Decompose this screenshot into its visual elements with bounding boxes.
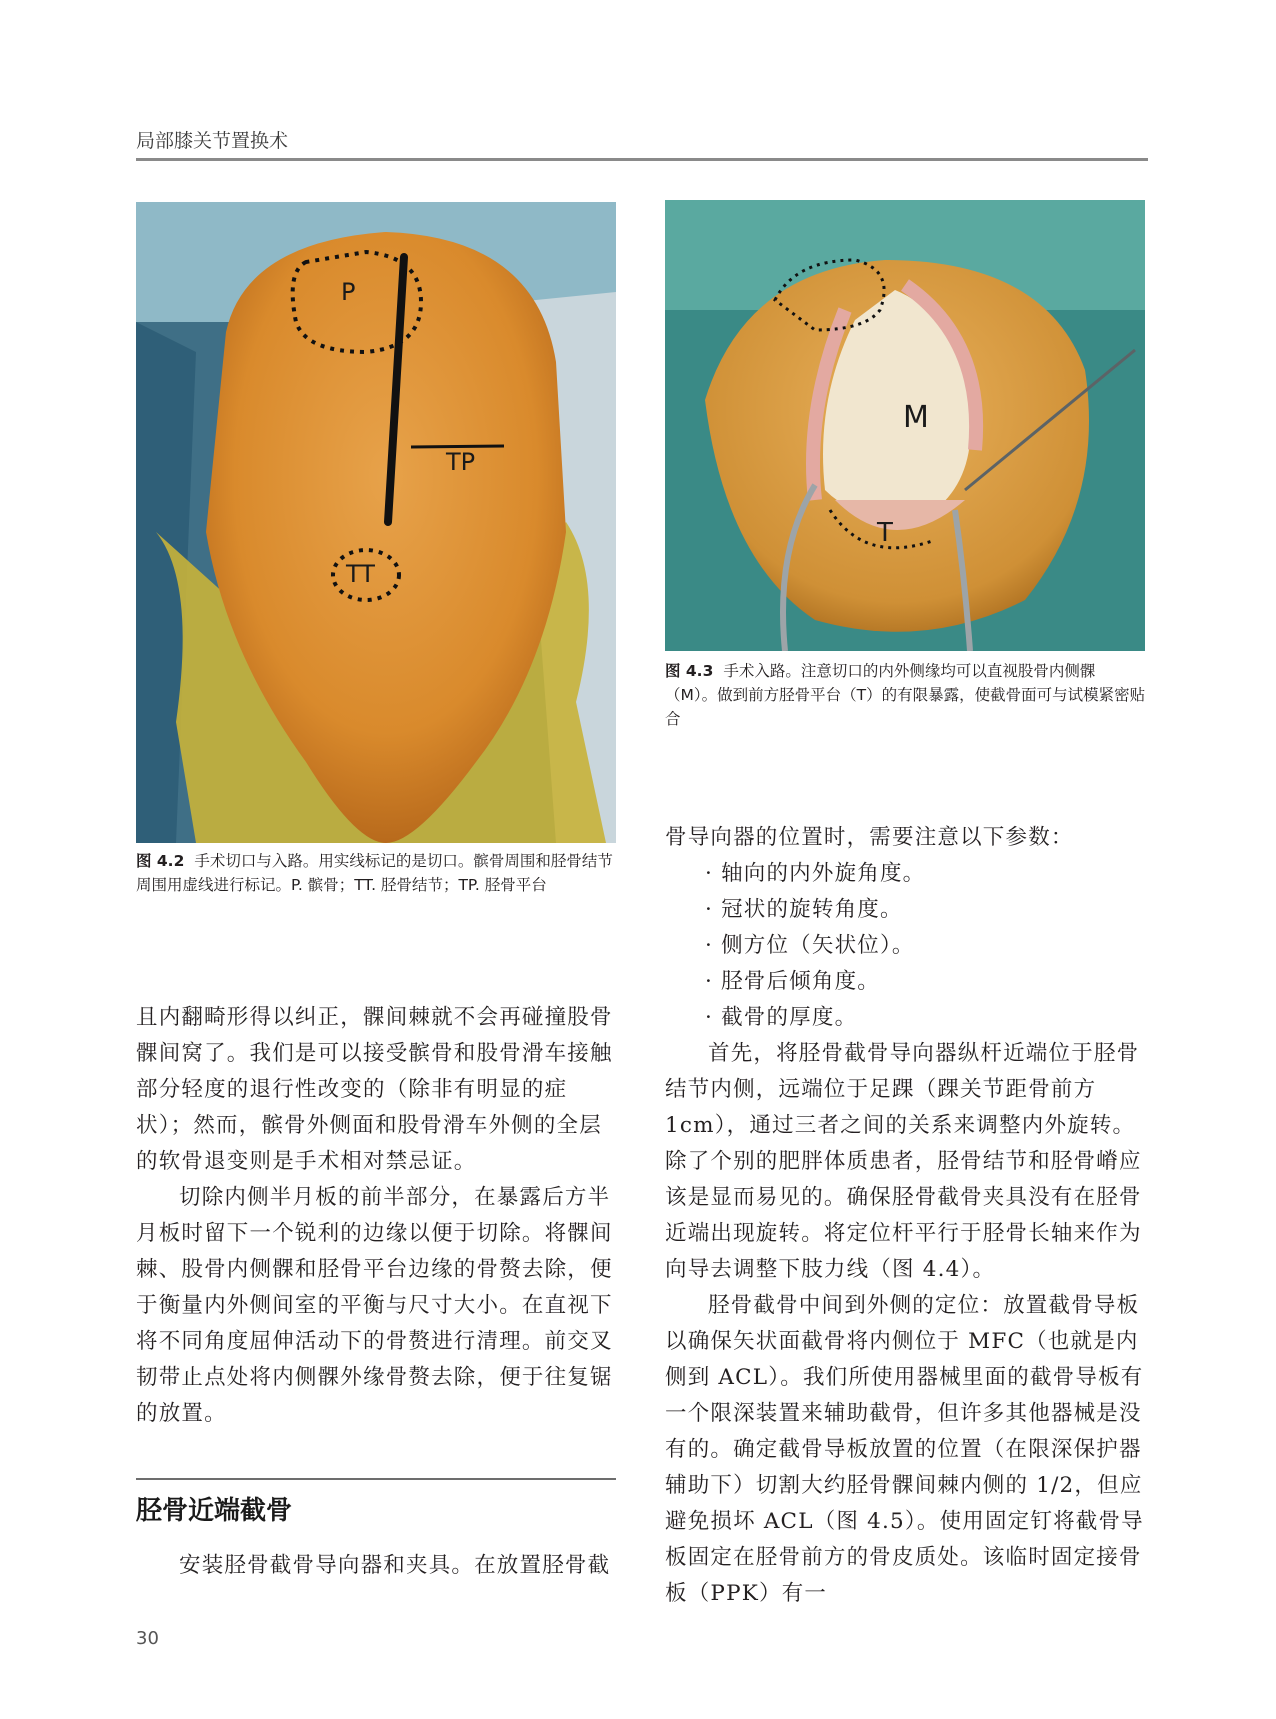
figure-4-2-photo bbox=[136, 202, 616, 843]
caption-number: 图 4.2 bbox=[136, 852, 185, 870]
body-paragraph: 骨导向器的位置时，需要注意以下参数： bbox=[665, 825, 1074, 850]
page-number: 30 bbox=[136, 1628, 159, 1649]
label-tp: TP bbox=[446, 448, 476, 476]
label-t: T bbox=[877, 518, 893, 548]
caption-number: 图 4.3 bbox=[665, 662, 714, 680]
running-header: 局部膝关节置换术 bbox=[136, 130, 289, 152]
list-item: · 侧方位（矢状位）。 bbox=[705, 933, 915, 958]
figure-4-2-caption bbox=[136, 849, 618, 897]
section-title: 胫骨近端截骨 bbox=[136, 1496, 293, 1526]
body-paragraph: 切除内侧半月板的前半部分，在暴露后方半月板时留下一个锐利的边缘以便于切除。将髁间棘、股骨内侧髁和胫骨平台边缘的骨赘去除，便于衡量内外侧间室的平衡与尺寸大小。在直视下将不同角度屈伸活动下的骨赘进行清理。前交叉韧带止点处将内侧髁外缘骨赘去除，便于往复锯的放置。 bbox=[136, 1185, 613, 1426]
caption-text: 手术入路。注意切口的内外侧缘均可以直视股骨内侧髁（M）。做到前方胫骨平台（T）的有限暴露，使截骨面可与试模紧密贴合 bbox=[665, 662, 1146, 728]
left-column-bottom bbox=[136, 1548, 622, 1584]
body-paragraph: 且内翻畸形得以纠正，髁间棘就不会再碰撞股骨髁间窝了。我们是可以接受髌骨和股骨滑车接触部分轻度的退行性改变的（除非有明显的症状）；然而，髌骨外侧面和股骨滑车外侧的全层的软骨退变则是手术相对禁忌证。 bbox=[136, 1005, 613, 1174]
list-item: · 冠状的旋转角度。 bbox=[705, 897, 903, 922]
list-item: · 轴向的内外旋角度。 bbox=[705, 861, 926, 886]
section-rule bbox=[136, 1478, 616, 1480]
list-item: · 胫骨后倾角度。 bbox=[705, 969, 880, 994]
list-item: · 截骨的厚度。 bbox=[705, 1005, 858, 1030]
figure-4-3-caption bbox=[665, 659, 1147, 731]
body-paragraph: 胫骨截骨中间到外侧的定位：放置截骨导板以确保矢状面截骨将内侧位于 MFC（也就是内侧到 ACL）。我们所使用器械里面的截骨导板有一个限深装置来辅助截骨，但许多其他器械是没有的。确定截骨导板放置的位置（在限深保护器辅助下）切割大约胫骨髁间棘内侧的 1/2，但应避免损坏 ACL（图 4.5）。使用固定钉将截骨导板固定在胫骨前方的骨皮质处。该临时固定接骨板（PPK）有一 bbox=[665, 1293, 1144, 1606]
label-m: M bbox=[903, 400, 929, 435]
label-tt: TT bbox=[346, 560, 375, 588]
surgical-incision-photo bbox=[136, 202, 616, 843]
body-paragraph: 安装胫骨截骨导向器和夹具。在放置胫骨截 bbox=[179, 1553, 611, 1578]
left-column bbox=[136, 1000, 622, 1432]
caption-text: 手术切口与入路。用实线标记的是切口。髌骨周围和胫骨结节周围用虚线进行标记。P. 髌骨；TT. 胫骨结节；TP. 胫骨平台 bbox=[136, 852, 613, 894]
body-paragraph: 首先，将胫骨截骨导向器纵杆近端位于胫骨结节内侧，远端位于足踝（踝关节距骨前方 1cm），通过三者之间的关系来调整内外旋转。除了个别的肥胖体质患者，胫骨结节和胫骨嵴应该是显而易见的。确保胫骨截骨夹具没有在胫骨近端出现旋转。将定位杆平行于胫骨长轴来作为向导去调整下肢力线（图 4.4）。 bbox=[665, 1041, 1142, 1282]
right-column bbox=[665, 820, 1151, 1612]
label-p: P bbox=[341, 278, 356, 306]
header-rule bbox=[136, 158, 1148, 161]
figure-4-3-photo bbox=[665, 200, 1145, 651]
